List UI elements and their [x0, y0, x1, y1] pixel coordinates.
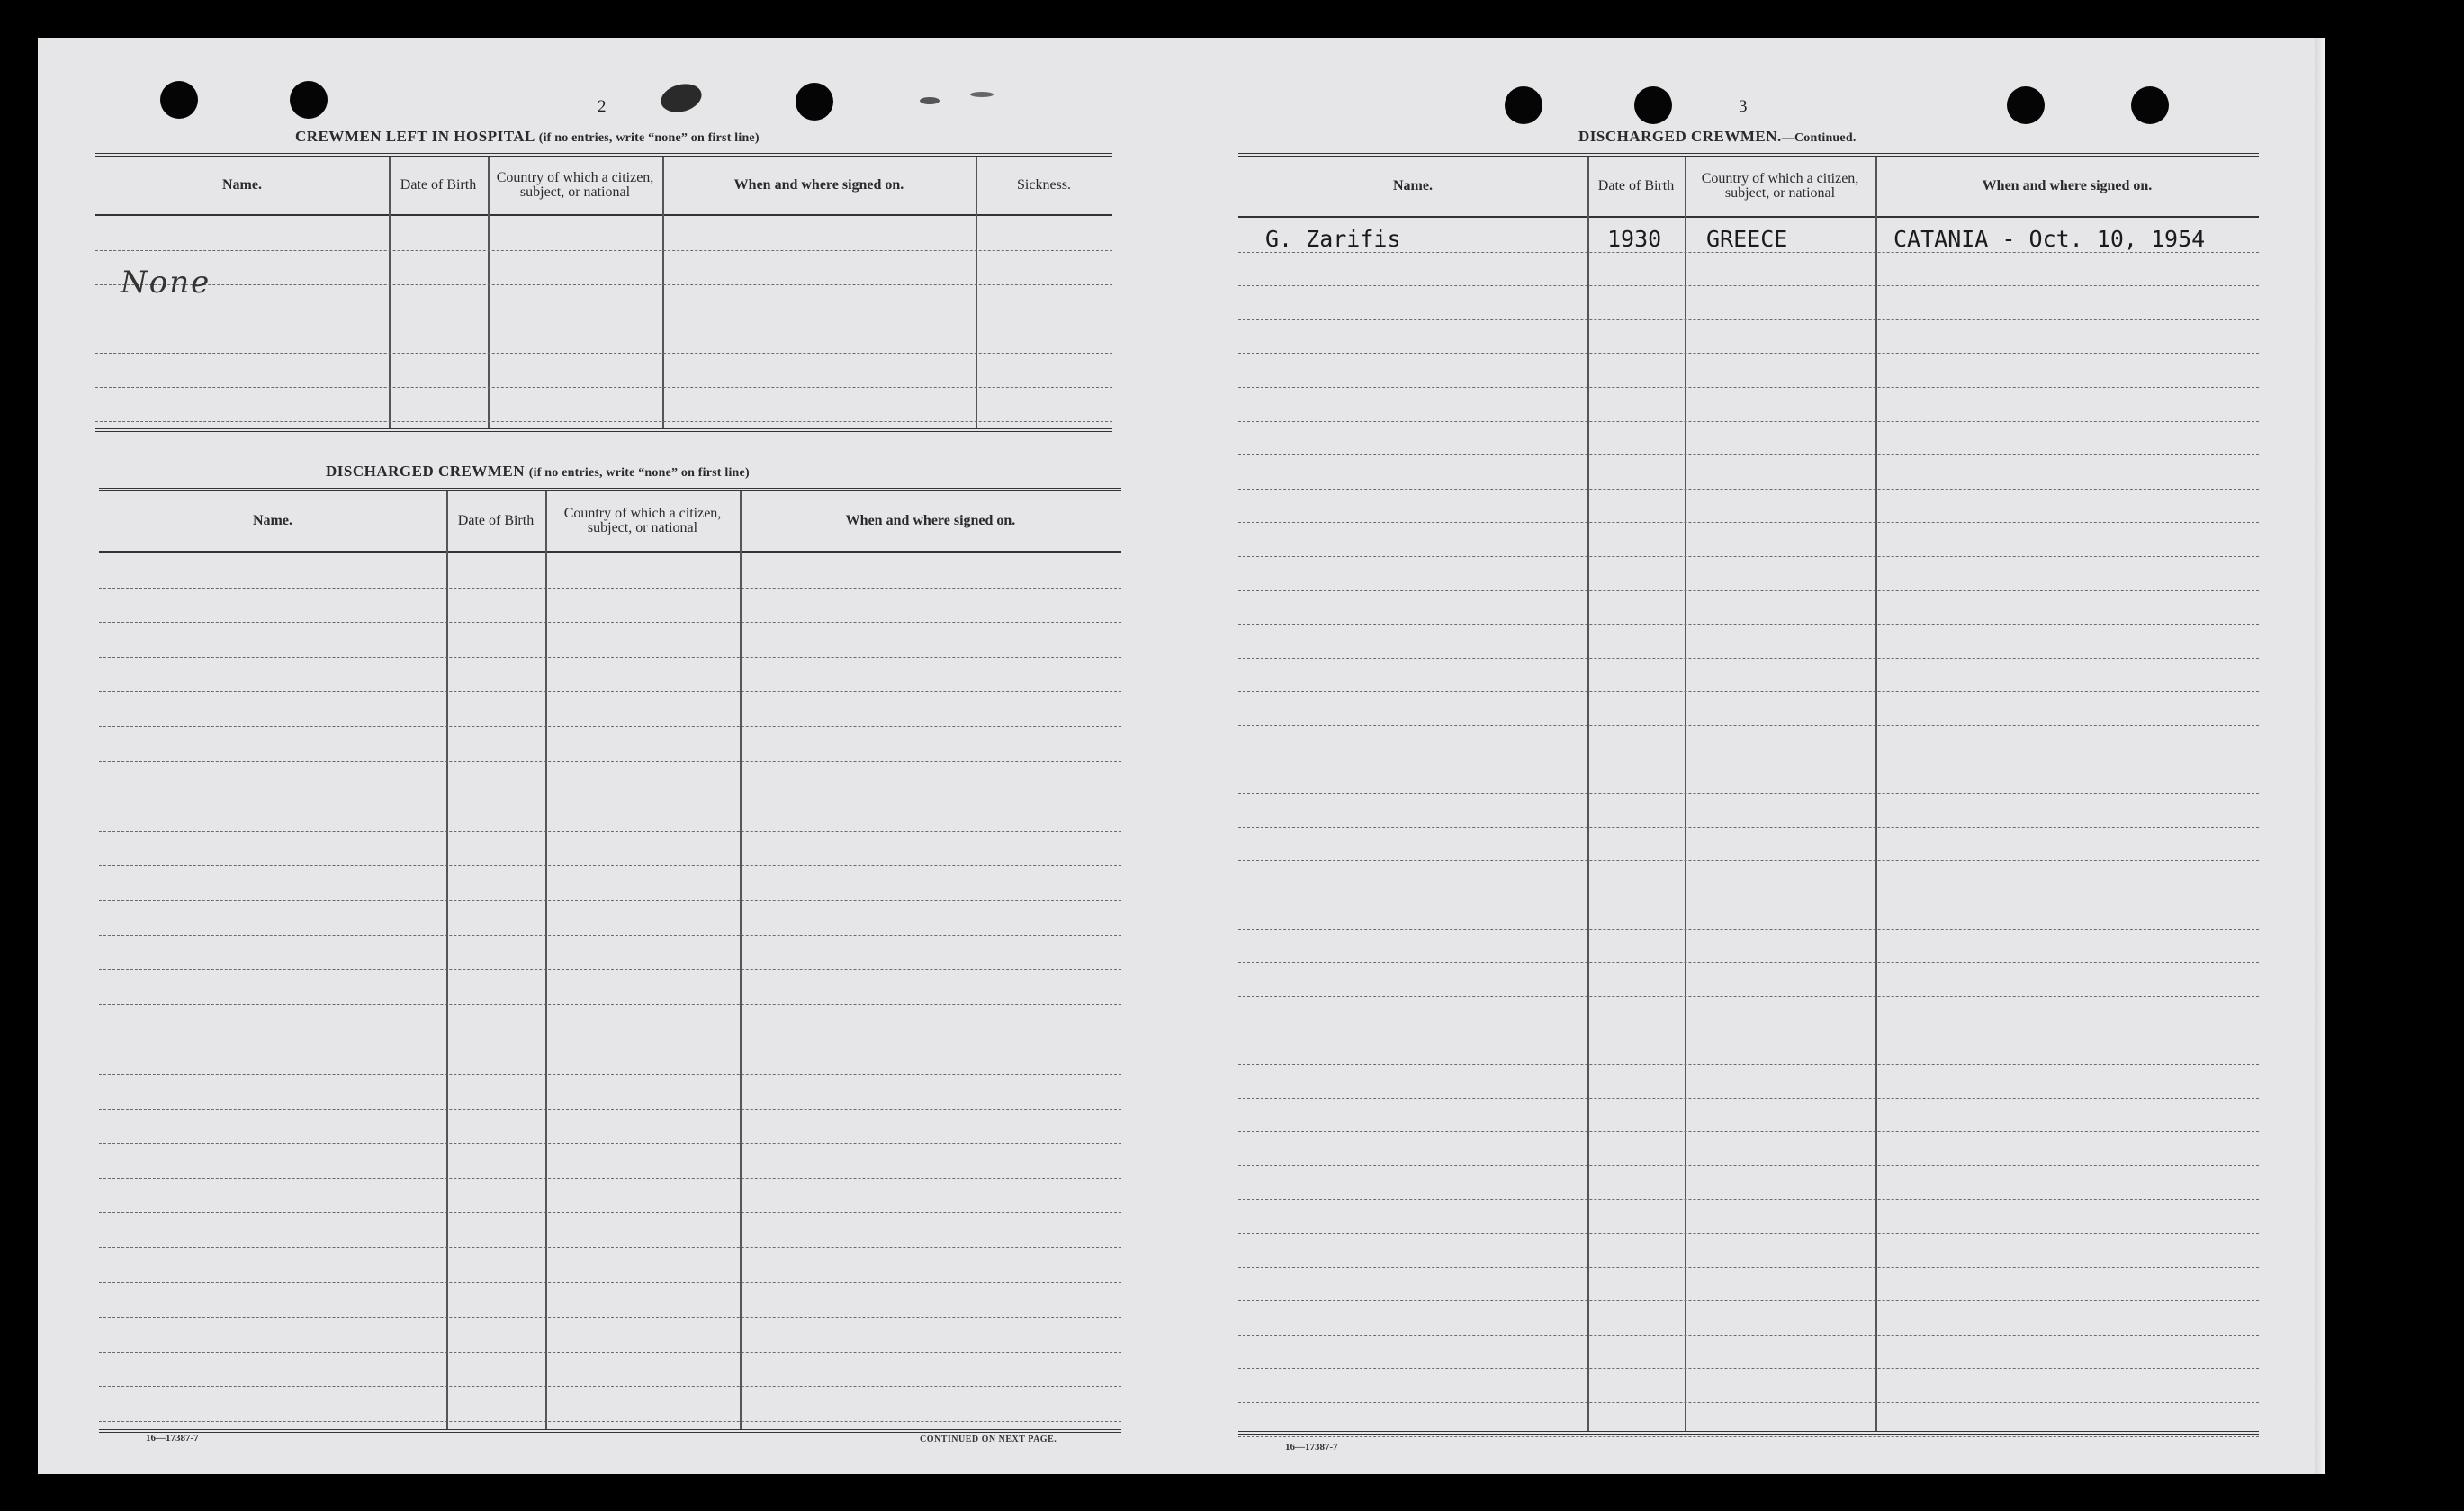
table-row [1238, 1131, 2259, 1166]
table-row [1238, 691, 2259, 726]
table-row [1238, 454, 2259, 490]
hospital-section-title [295, 128, 760, 146]
discharged-continued-title [1578, 128, 1857, 146]
table-row [1238, 929, 2259, 964]
column-header-date-of-birth: Date of Birth [1597, 178, 1675, 193]
column-header-country: Country of which a citizen, subject, or national [496, 170, 654, 200]
discharged-table-right [1238, 153, 2259, 1435]
table-row [1238, 252, 2259, 287]
table-row [1238, 827, 2259, 862]
table-row [1238, 421, 2259, 456]
table-row [1238, 387, 2259, 422]
discharged-rows-left [99, 553, 1121, 1429]
table-row [1238, 1098, 2259, 1133]
table-row [99, 553, 1121, 589]
table-row [1238, 760, 2259, 795]
hospital-entry-name: None [121, 265, 211, 301]
table-row [1238, 1233, 2259, 1268]
column-header-signed-on: When and where signed on. [1982, 178, 2153, 193]
table-row [99, 900, 1121, 936]
table-row [1238, 860, 2259, 895]
discharged-section-title-text: DISCHARGED CREWMEN [326, 463, 526, 480]
table-row [99, 726, 1121, 762]
table-row [1238, 1368, 2259, 1403]
table-row [99, 1178, 1121, 1214]
hospital-section-instruction: (if no entries, write “none” on first line) [538, 131, 760, 145]
table-row [95, 250, 1112, 285]
page-number: 2 [598, 97, 607, 116]
table-row [1238, 285, 2259, 320]
table-row [99, 865, 1121, 901]
table-row [1238, 1300, 2259, 1336]
punch-hole [2007, 86, 2045, 124]
discharged-table-header [99, 491, 1121, 553]
punch-hole [1634, 86, 1672, 124]
table-row [1238, 1199, 2259, 1234]
table-row [95, 319, 1112, 354]
table-row [95, 387, 1112, 422]
table-row [99, 831, 1121, 867]
table-row [99, 691, 1121, 727]
column-header-date-of-birth: Date of Birth [400, 177, 477, 193]
table-row [99, 588, 1121, 624]
column-header-sickness: Sickness. [1017, 177, 1071, 193]
ink-smudge [658, 80, 705, 117]
table-row [99, 1282, 1121, 1318]
column-header-name: Name. [222, 177, 262, 193]
column-header-country: Country of which a citizen, subject, or national [563, 506, 722, 535]
table-row [99, 1074, 1121, 1110]
hospital-rows [95, 216, 1112, 428]
table-row [99, 796, 1121, 832]
hospital-table [95, 153, 1112, 432]
form-code: 16—17387-7 [146, 1433, 199, 1444]
table-row [1238, 895, 2259, 930]
column-header-signed-on: When and where signed on. [733, 177, 904, 193]
table-row [1238, 1165, 2259, 1201]
table-row [1238, 996, 2259, 1031]
column-header-signed-on: When and where signed on. [845, 513, 1016, 528]
crewman-name: G. Zarifis [1265, 226, 1401, 252]
table-row [95, 353, 1112, 388]
column-header-name: Name. [253, 513, 292, 528]
table-row [1238, 624, 2259, 659]
page-number: 3 [1739, 97, 1748, 116]
table-row [1238, 1335, 2259, 1370]
table-row [99, 622, 1121, 658]
discharged-continued-title-text: DISCHARGED CREWMEN. [1578, 128, 1782, 145]
discharged-section-instruction: (if no entries, write “none” on first line) [528, 466, 750, 480]
table-row [1238, 1030, 2259, 1065]
table-row [1238, 1402, 2259, 1437]
table-row [1238, 319, 2259, 355]
table-row [99, 1004, 1121, 1040]
table-row [99, 1247, 1121, 1283]
table-row [1238, 489, 2259, 524]
table-row [99, 969, 1121, 1005]
punch-hole [796, 83, 833, 121]
table-row [1238, 1267, 2259, 1302]
crewman-country: GREECE [1706, 226, 1788, 252]
ink-smudge [970, 92, 994, 97]
column-header-name: Name. [1393, 178, 1433, 193]
table-row [1238, 962, 2259, 997]
table-row [1238, 1064, 2259, 1099]
table-row [99, 1143, 1121, 1179]
punch-hole [1505, 86, 1542, 124]
table-row [95, 284, 1112, 319]
ink-smudge [920, 97, 940, 104]
discharged-section-title [326, 463, 750, 481]
table-row [99, 1109, 1121, 1145]
table-row [99, 1386, 1121, 1422]
table-row [99, 1212, 1121, 1248]
table-row [99, 761, 1121, 797]
table-row [1238, 725, 2259, 760]
table-row [1238, 353, 2259, 388]
punch-hole [160, 81, 198, 119]
table-row [1238, 590, 2259, 625]
table-row [99, 657, 1121, 693]
table-row [99, 935, 1121, 971]
column-header-date-of-birth: Date of Birth [457, 513, 535, 528]
table-row [99, 1317, 1121, 1353]
table-row [1238, 658, 2259, 693]
table-row [99, 1352, 1121, 1388]
hospital-table-header [95, 157, 1112, 216]
table-row [95, 216, 1112, 251]
punch-hole [290, 81, 328, 119]
document-sheet [38, 38, 2325, 1474]
table-row [1238, 556, 2259, 591]
hospital-section-title-text: CREWMEN LEFT IN HOSPITAL [295, 128, 535, 145]
crewman-signed-on: CATANIA - Oct. 10, 1954 [1893, 226, 2206, 252]
table-row [99, 1039, 1121, 1075]
table-row [1238, 793, 2259, 828]
column-header-country: Country of which a citizen, subject, or national [1701, 171, 1859, 201]
discharged-rows-right [1238, 218, 2259, 1431]
form-code: 16—17387-7 [1285, 1442, 1338, 1453]
table-row [1238, 522, 2259, 557]
continued-note: CONTINUED ON NEXT PAGE. [920, 1435, 1057, 1444]
punch-hole [2131, 86, 2169, 124]
discharged-table-left [99, 488, 1121, 1433]
continued-label: —Continued. [1781, 131, 1857, 145]
discharged-continued-header [1238, 157, 2259, 218]
crewman-date-of-birth: 1930 [1607, 226, 1662, 252]
